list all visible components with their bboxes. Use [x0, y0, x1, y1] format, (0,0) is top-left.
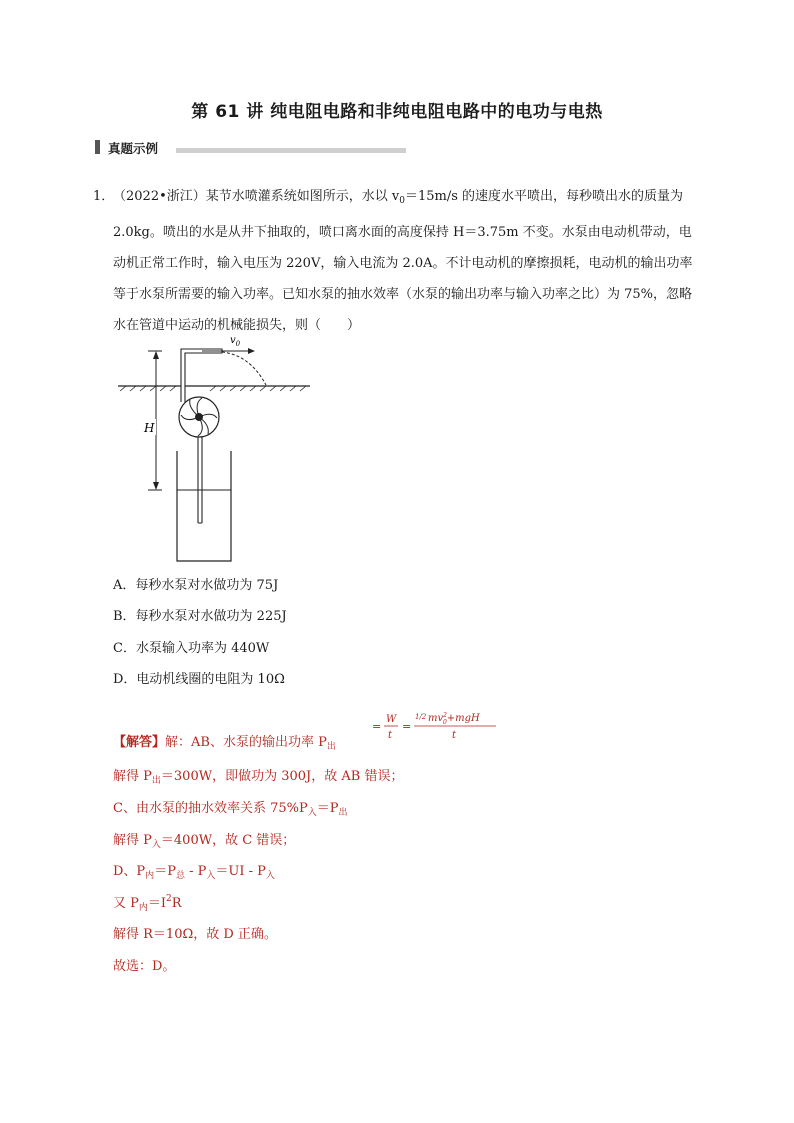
section-label: 真题示例	[108, 141, 159, 156]
formula-numerator: $mv^2$ 0+mgH	[428, 712, 480, 726]
question-v0-sub: 0	[399, 196, 405, 206]
section-divider	[176, 148, 406, 153]
pump-hub	[195, 413, 203, 421]
formula-eq2: =	[402, 720, 412, 733]
answer-line-4: 解得 $P_入=400W$，故 C 错误；	[113, 833, 296, 850]
answer-line-5: D、$P_内=P_总 - P_入=UI - P_入$	[113, 864, 275, 881]
answer-line-8: 故选：D。	[113, 959, 176, 974]
section-marker	[95, 140, 100, 154]
velocity-arrowhead	[248, 348, 255, 354]
pump-diagram	[110, 335, 320, 567]
answer-bracket: 【解答】	[113, 735, 166, 750]
well	[177, 451, 231, 561]
formula-w: W	[386, 714, 397, 725]
page-title: 第 61 讲 纯电阻电路和非纯电阻电路中的电功与电热	[191, 102, 603, 122]
option-d: D．电动机线圈的电阻为 10Ω	[113, 672, 285, 687]
answer-l1-text: 解：AB、水泵的输出功率 P	[165, 735, 327, 750]
answer-line-2: 解得 $P_出=300W$，即做功为 300J，故 AB 错误；	[113, 769, 404, 786]
question-1	[93, 181, 703, 341]
water-trajectory	[222, 352, 266, 385]
h-label: H	[144, 421, 155, 435]
answer-l1-sub: 出	[326, 742, 336, 752]
v0-label: $v_0$	[230, 335, 241, 348]
question-text-a: 某节水喷灌系统如图所示，水以 v	[205, 189, 400, 204]
formula-t1: t	[388, 730, 393, 741]
ground-hatching	[120, 386, 306, 391]
question-text	[113, 181, 703, 341]
answer-line-7: 解得 R＝10Ω，故 D 正确。	[113, 927, 277, 942]
question-text-b: ＝15m/s 的速度水平喷出，每秒喷出水的质量为 2.0kg。喷出的水是从井下抽取的，喷口离水面的高度保持 H＝3.75m 不变。水泵由电动机带动，电动机正常工作时，输入电压为 220V，输入电流为 2.0A。不计电动机的摩擦损耗，电动机的输出功率等于水泵所需要的输入功率。已知水泵的抽水效率（水泵的输出功率与输入功率之比）为 75%，忽略水在管道中运动的机械能损失，则（ ）	[113, 189, 693, 333]
answer-line-6: 又 $P_内=I^2R$	[113, 894, 182, 913]
answer-line-1	[113, 731, 336, 752]
discharge-pipe	[181, 349, 222, 402]
option-a: A．每秒水泵对水做功为 75J	[113, 578, 279, 593]
h-arrow-bottom	[153, 482, 159, 490]
question-number: 1．	[93, 189, 115, 204]
h-arrow-top	[153, 351, 159, 359]
option-b: B．每秒水泵对水做功为 225J	[113, 609, 287, 624]
option-c: C．水泵输入功率为 440W	[113, 641, 270, 656]
formula-half: 1/2	[415, 713, 427, 721]
question-source: （2022•浙江）	[113, 189, 206, 204]
formula-eq1: =	[372, 720, 382, 733]
answer-line-3: C、由水泵的抽水效率关系 $75\%P_入=P_出$	[113, 801, 348, 818]
power-formula	[370, 708, 500, 748]
formula-t2: t	[452, 730, 457, 741]
